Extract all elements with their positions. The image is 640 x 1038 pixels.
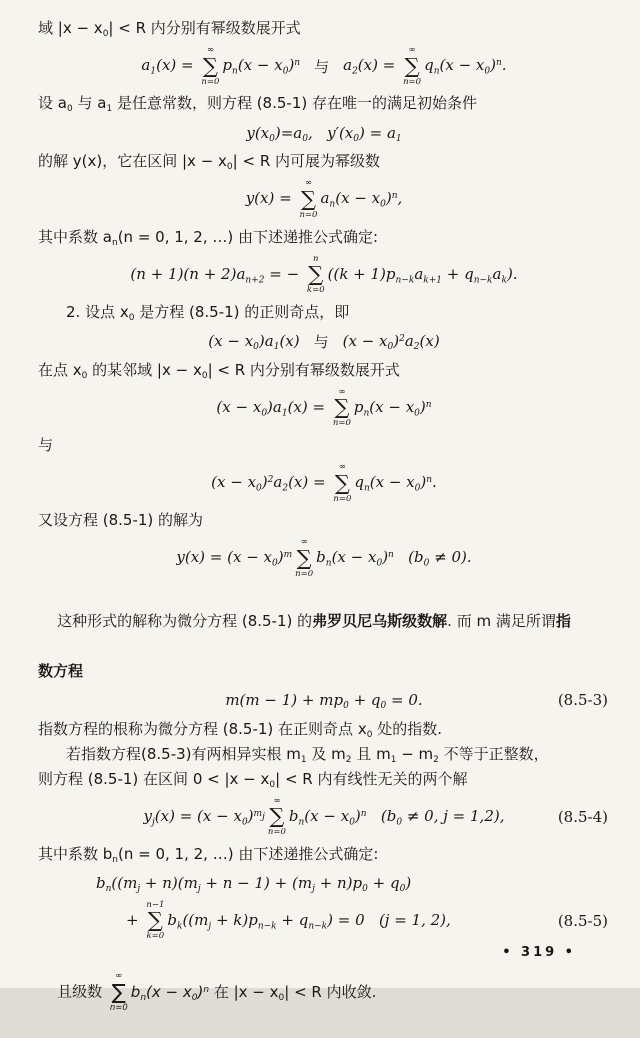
equation-initial-conditions	[38, 120, 610, 145]
equation-q-series-expansion	[38, 462, 610, 504]
formula-b-series: ∞ ∑ n=0 $b_n(x - x_0)^n$	[109, 971, 210, 1013]
equation-a1-a2-expansions	[38, 45, 610, 87]
line-roots-are-exponents: 指数方程的根称为微分方程 (8.5-1) 在正则奇点 $x_0$ 处的指数.	[38, 719, 442, 740]
line-coefficients-a-recurrence-intro: 其中系数 $a_n(n = 0$, 1, 2, …) 由下述递推公式确定:	[38, 227, 379, 248]
line-arbitrary-constants: 设 $a_0$ 与 $a_1$ 是任意常数，则方程 (8.5-1) 存在唯一的满足初始条件	[38, 94, 477, 115]
line-frobenius-series-definition	[38, 584, 610, 659]
equation-indicial	[38, 688, 610, 713]
line-item2-regular-singular-point: 2. 设点 $x_0$ 是方程 (8.5-1) 的正则奇点，即	[66, 302, 350, 323]
summation-symbol: ∞ ∑ n=0	[201, 45, 220, 87]
equation-recurrence-b-line1	[38, 871, 610, 896]
line-neighborhood-expansion-intro: 在点 $x_0$ 的某邻域 $|x - x_0| < R$ 内分别有幂级数展开式	[38, 360, 400, 381]
text-segment: . 而 m 满足所谓	[447, 611, 556, 630]
line-solution-interval: 的解 y(x)，它在区间 $|x - x_0| < R$ 内可展为幂级数	[38, 152, 381, 173]
equation-regular-point-products	[38, 329, 610, 354]
formula-frobenius-form: $y(x) = (x - x_0)^m$ ∞ ∑ n=0 $b_n(x - x_0)^n$ $(b_0 \ne 0)$.	[176, 537, 472, 579]
formula-recurrence-b-line2: + n−1 ∑ k=0 $b_k((m_j + k)p_{n-k} + q_{n-k}) = 0$ (j = 1, 2),	[126, 899, 451, 942]
formula-recurrence-a: $(n + 1)(n + 2)a_{n+2}$ = − n ∑ k=0 $((k + 1)p_{n-k}a_{k+1} + q_{n-k}a_k)$.	[130, 253, 518, 296]
line-coefficients-b-recurrence-intro: 其中系数 $b_n(n = 0$, 1, 2, …) 由下述递推公式确定:	[38, 844, 379, 865]
summation-symbol: ∞ ∑ n=0	[333, 462, 352, 504]
summation-symbol: ∞ ∑ n=0	[403, 45, 422, 87]
line-two-independent-solutions: 则方程 (8.5-1) 在区间 $0 < |x - x_0| < R$ 内有线性无关的两个解	[38, 769, 468, 790]
text-segment: 这种形式的解称为微分方程 (8.5-1) 的	[57, 611, 313, 630]
summation-symbol: ∞ ∑ n=0	[267, 795, 286, 838]
summation-symbol: n−1 ∑ k=0	[146, 899, 165, 942]
formula-initial-conditions: $y(x_0)=a_0$, $y'(x_0) = a_1$	[246, 123, 402, 144]
conjunction-and: 与	[314, 57, 330, 76]
equation-number-8-5-3: (8.5-3)	[557, 691, 608, 709]
page-number: • 319 •	[502, 945, 576, 960]
equation-number-8-5-5: (8.5-5)	[557, 911, 608, 930]
formula-x-minus-x0-a1: $(x - x_0)a_1(x)$	[208, 332, 300, 353]
conjunction-and: 与	[313, 332, 329, 351]
term-frobenius-series-solution: 弗罗贝尼乌斯级数解	[312, 611, 448, 630]
formula-a2-expansion: $a_2(x)$ = ∞ ∑ n=0 $q_n(x - x_0)^n$.	[343, 45, 507, 87]
formula-two-solutions: $y_j(x) = (x - x_0)^{m_j}$ ∞ ∑ n=0 $b_n(x - x_0)^n$ ($b_0 \ne 0$, j = 1,2),	[143, 795, 505, 838]
summation-symbol: ∞ ∑ n=0	[332, 386, 351, 429]
equation-frobenius-form	[38, 537, 610, 579]
line-domain-expansion-intro: 域 $|x - x_0| < R$ 内分别有幂级数展开式	[38, 19, 301, 40]
formula-a1-expansion: $a_1(x)$ = ∞ ∑ n=0 $p_n(x - x_0)^n$	[141, 45, 301, 87]
equation-two-solutions	[38, 796, 610, 838]
summation-symbol: n ∑ k=0	[306, 253, 325, 296]
text-segment: 在 $|x - x_0| < R$ 内收敛.	[209, 982, 377, 1003]
summation-symbol: ∞ ∑ n=0	[109, 971, 128, 1013]
line-distinct-real-roots: 若指数方程(8.5-3)有两相异实根 $m_1$ 及 $m_2$ 且 $m_1 - m_2$ 不等于正整数，	[66, 744, 549, 765]
formula-x-minus-x0-sq-a2: $(x - x_0)^2a_2(x)$	[342, 332, 440, 353]
term-indicial-prefix: 指	[555, 611, 571, 630]
text-segment: 且级数	[57, 982, 107, 1001]
equation-recurrence-b-line2	[38, 900, 610, 942]
summation-symbol: ∞ ∑ n=0	[295, 537, 314, 579]
equation-power-series-solution	[38, 178, 610, 220]
formula-recurrence-b-line1: $b_n((m_j + n)(m_j + n - 1) + (m_j + n)p_0 + q_0)$	[96, 874, 412, 895]
line-assume-solution-form: 又设方程 (8.5-1) 的解为	[38, 511, 204, 530]
equation-p-series-expansion	[38, 387, 610, 429]
line-conjunction-and: 与	[38, 436, 54, 454]
summation-symbol: ∞ ∑ n=0	[299, 178, 318, 220]
formula-indicial: $m(m - 1) + mp_0 + q_0 = 0$.	[225, 691, 423, 712]
equation-recurrence-a	[38, 254, 610, 296]
formula-power-series-solution: y(x) = ∞ ∑ n=0 $a_n(x - x_0)^n$,	[245, 178, 403, 220]
formula-p-series-expansion: $(x - x_0)a_1(x)$ = ∞ ∑ n=0 $p_n(x - x_0)^n$	[216, 386, 432, 429]
formula-q-series-expansion: $(x - x_0)^2a_2(x)$ = ∞ ∑ n=0 $q_n(x - x_0)^n$.	[211, 462, 437, 504]
equation-number-8-5-4: (8.5-4)	[557, 807, 608, 826]
line-indicial-equation-term: 数方程	[38, 661, 84, 680]
